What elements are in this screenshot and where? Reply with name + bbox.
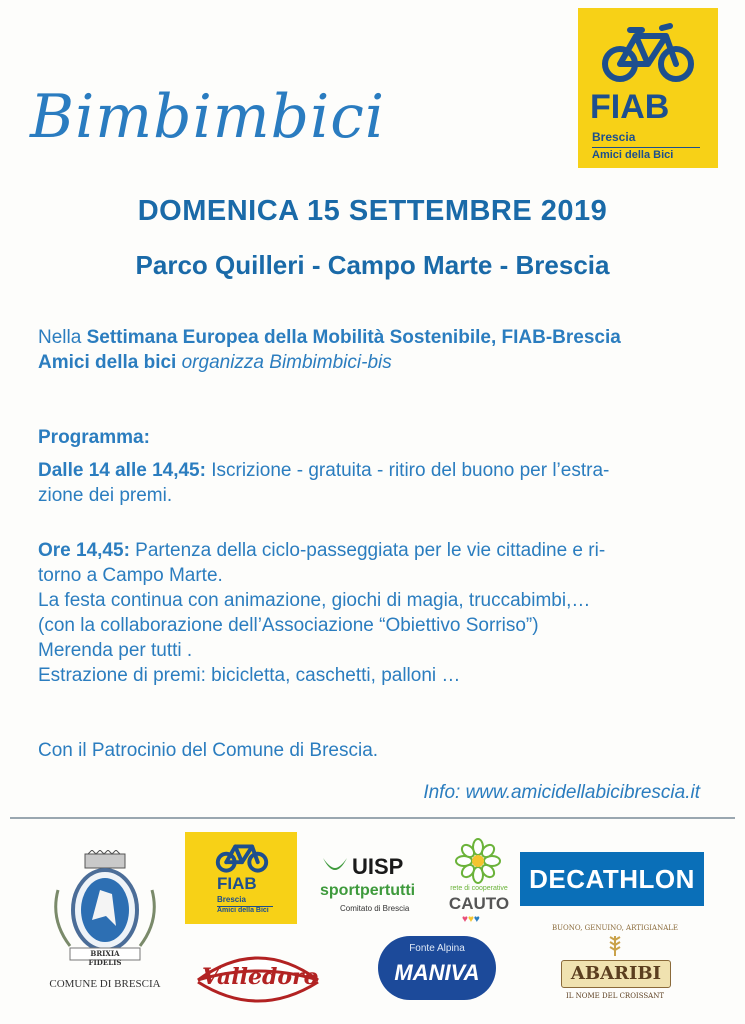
comune-logo [40, 850, 170, 1000]
event-place: Parco Quilleri - Campo Marte - Brescia [135, 250, 610, 280]
cauto-tagline: rete di cooperative [450, 885, 508, 892]
uisp-tagline: sportpertutti [320, 882, 416, 899]
wheat-icon [603, 934, 627, 958]
intro-bold2: Amici della bici [38, 352, 177, 373]
fiab-name: FIAB [590, 88, 670, 126]
abaribi-name: ABARIBI [561, 960, 671, 988]
abaribi-sub: IL NOME DEL CROISSANT [565, 992, 665, 1000]
uisp-logo [316, 852, 428, 922]
maniva-top: Fonte Alpina [409, 943, 465, 954]
item2-text1: Partenza della ciclo-passeggiata per le vie cittadine e ri- [129, 540, 606, 561]
bicycle-icon [600, 22, 696, 84]
cauto-name: CAUTO [448, 894, 510, 913]
maniva-logo [378, 936, 496, 1000]
info-link[interactable]: Info: www.amicidellabicibrescia.it [423, 782, 700, 803]
intro-paragraph [38, 325, 718, 375]
item2-time: Ore 14,45: [38, 540, 130, 561]
patronage-text: Con il Patrocinio del Comune di Brescia. [38, 740, 379, 761]
comune-label: COMUNE DI BRESCIA [49, 978, 161, 990]
program-heading: Programma: [38, 427, 150, 448]
event-date: DOMENICA 15 SETTEMBRE 2019 [137, 195, 608, 227]
sponsor-fiab-city: Brescia [217, 895, 246, 904]
uisp-mark-icon [320, 854, 350, 878]
sponsor-fiab-logo [185, 832, 297, 924]
event-title: Bimbimbici [30, 82, 386, 152]
hearts-icon: ♥♥♥ [462, 914, 480, 925]
intro-bold1: Settimana Europea della Mobilità Sostenibile, FIAB-Brescia [86, 327, 621, 348]
comune-motto: BRIXIA FIDELIS [88, 949, 122, 967]
item1-text1: Iscrizione - gratuita - ritiro del buono per l’estra- [205, 460, 610, 481]
item2-line: La festa continua con animazione, giochi di magia, truccabimbi,… [38, 590, 591, 611]
uisp-sub: Comitato di Brescia [340, 904, 410, 913]
fiab-logo [578, 8, 718, 168]
item1-text2: zione dei premi. [38, 485, 173, 506]
cauto-logo [434, 838, 524, 926]
abaribi-logo [545, 922, 685, 1012]
valledoro-name: Valledoro [202, 964, 319, 990]
item2-line: Merenda per tutti . [38, 640, 193, 661]
item2-line: Estrazione di premi: bicicletta, caschetti, palloni … [38, 665, 461, 686]
sponsor-fiab-subtitle: Amici della Bici [217, 906, 273, 914]
abaribi-arc: BUONO, GENUINO, ARTIGIANALE [551, 924, 679, 932]
item1-time: Dalle 14 alle 14,45: [38, 460, 206, 481]
daisy-icon [454, 838, 502, 884]
sponsor-fiab-name: FIAB [217, 874, 257, 893]
bicycle-icon [215, 838, 269, 874]
intro-prefix: Nella [38, 327, 87, 348]
valledoro-logo [192, 942, 324, 1012]
fiab-city: Brescia [592, 130, 636, 144]
program-item-2 [38, 538, 718, 688]
decathlon-logo [520, 852, 704, 906]
program-item-1 [38, 458, 718, 508]
divider [10, 817, 735, 819]
item2-line: torno a Campo Marte. [38, 565, 223, 586]
intro-italic: organizza Bimbimbici-bis [176, 352, 392, 373]
decathlon-name: DECATHLON [529, 863, 695, 894]
fiab-subtitle: Amici della Bici [592, 147, 700, 161]
maniva-name: MANIVA [394, 960, 480, 985]
item2-line: (con la collaborazione dell’Associazione “Obiettivo Sorriso”) [38, 615, 539, 636]
uisp-name: UISP [352, 854, 404, 879]
